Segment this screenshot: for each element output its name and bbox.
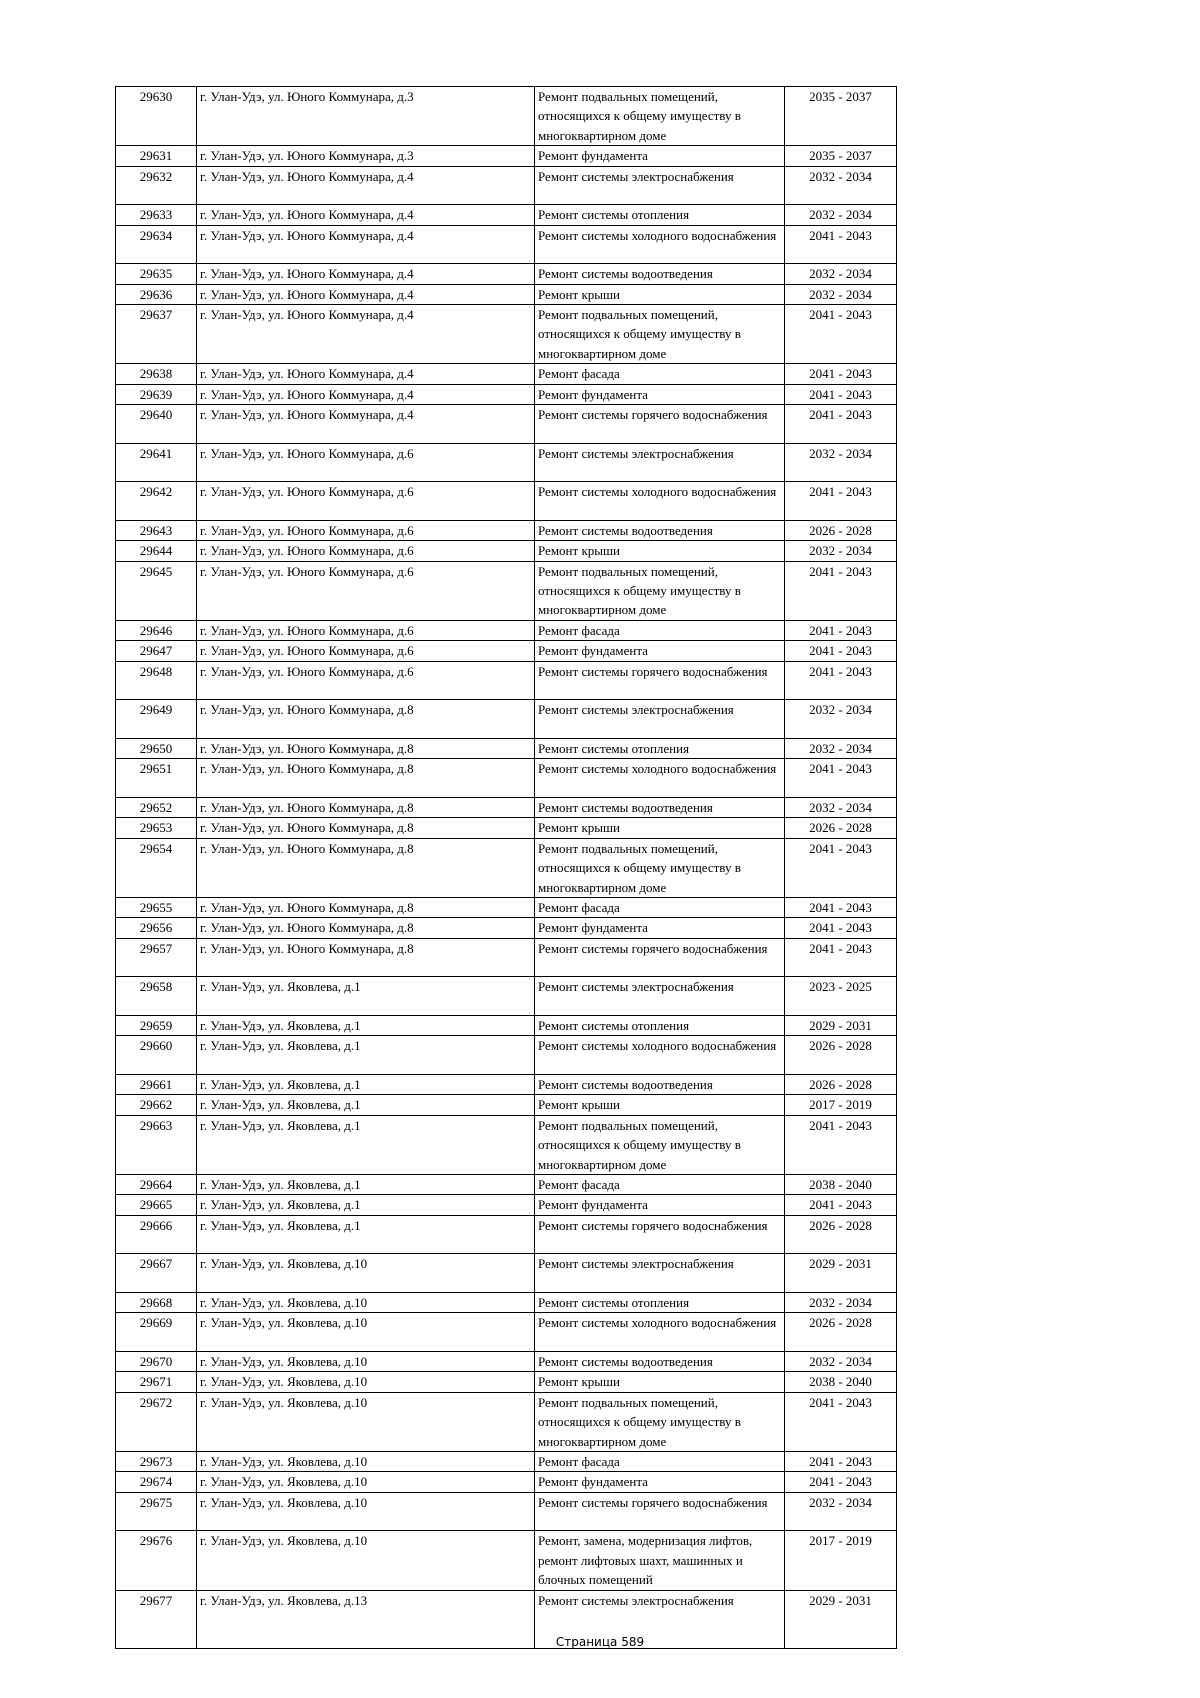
row-number-cell: 29665	[116, 1195, 197, 1215]
period-cell: 2029 - 2031	[785, 1015, 897, 1035]
row-number-cell: 29635	[116, 264, 197, 284]
period-cell: 2026 - 2028	[785, 1074, 897, 1094]
work-type-cell: Ремонт системы электроснабжения	[535, 1590, 785, 1648]
period-cell: 2032 - 2034	[785, 797, 897, 817]
work-type-cell: Ремонт подвальных помещений, относящихся к общему имуществу в многоквартирном доме	[535, 1115, 785, 1174]
period-cell: 2041 - 2043	[785, 661, 897, 700]
address-cell: г. Улан-Удэ, ул. Юного Коммунара, д.4	[197, 405, 535, 444]
row-number-cell: 29641	[116, 443, 197, 482]
row-number-cell: 29671	[116, 1372, 197, 1392]
row-number-cell: 29654	[116, 838, 197, 897]
table-row	[116, 738, 897, 758]
address-cell: г. Улан-Удэ, ул. Юного Коммунара, д.6	[197, 641, 535, 661]
table-row	[116, 1115, 897, 1174]
row-number-cell: 29669	[116, 1313, 197, 1352]
work-type-cell: Ремонт системы холодного водоснабжения	[535, 759, 785, 798]
row-number-cell: 29670	[116, 1351, 197, 1371]
work-type-cell: Ремонт подвальных помещений, относящихся к общему имуществу в многоквартирном доме	[535, 838, 785, 897]
address-cell: г. Улан-Удэ, ул. Юного Коммунара, д.8	[197, 938, 535, 977]
address-cell: г. Улан-Удэ, ул. Юного Коммунара, д.4	[197, 205, 535, 225]
table-row	[116, 641, 897, 661]
address-cell: г. Улан-Удэ, ул. Юного Коммунара, д.8	[197, 738, 535, 758]
period-cell: 2041 - 2043	[785, 838, 897, 897]
address-cell: г. Улан-Удэ, ул. Юного Коммунара, д.6	[197, 620, 535, 640]
row-number-cell: 29630	[116, 87, 197, 146]
table-row	[116, 661, 897, 700]
work-type-cell: Ремонт системы холодного водоснабжения	[535, 1036, 785, 1075]
period-cell: 2032 - 2034	[785, 700, 897, 739]
table-body	[116, 87, 897, 1649]
document-page	[115, 86, 896, 1649]
work-type-cell: Ремонт системы электроснабжения	[535, 1254, 785, 1293]
address-cell: г. Улан-Удэ, ул. Юного Коммунара, д.6	[197, 443, 535, 482]
row-number-cell: 29660	[116, 1036, 197, 1075]
period-cell: 2041 - 2043	[785, 938, 897, 977]
work-type-cell: Ремонт, замена, модернизация лифтов, ремонт лифтовых шахт, машинных и блочных помещений	[535, 1531, 785, 1590]
work-type-cell: Ремонт системы электроснабжения	[535, 977, 785, 1016]
row-number-cell: 29639	[116, 384, 197, 404]
row-number-cell: 29677	[116, 1590, 197, 1648]
work-type-cell: Ремонт крыши	[535, 1372, 785, 1392]
work-type-cell: Ремонт системы водоотведения	[535, 264, 785, 284]
period-cell: 2026 - 2028	[785, 1036, 897, 1075]
address-cell: г. Улан-Удэ, ул. Юного Коммунара, д.4	[197, 305, 535, 364]
table-row	[116, 1095, 897, 1115]
row-number-cell: 29663	[116, 1115, 197, 1174]
address-cell: г. Улан-Удэ, ул. Юного Коммунара, д.4	[197, 364, 535, 384]
address-cell: г. Улан-Удэ, ул. Яковлева, д.1	[197, 1115, 535, 1174]
table-row	[116, 938, 897, 977]
period-cell: 2032 - 2034	[785, 264, 897, 284]
address-cell: г. Улан-Удэ, ул. Яковлева, д.10	[197, 1372, 535, 1392]
address-cell: г. Улан-Удэ, ул. Яковлева, д.10	[197, 1492, 535, 1531]
address-cell: г. Улан-Удэ, ул. Юного Коммунара, д.4	[197, 166, 535, 205]
table-row	[116, 1195, 897, 1215]
address-cell: г. Улан-Удэ, ул. Юного Коммунара, д.8	[197, 759, 535, 798]
table-row	[116, 1074, 897, 1094]
period-cell: 2032 - 2034	[785, 205, 897, 225]
period-cell: 2041 - 2043	[785, 482, 897, 521]
period-cell: 2032 - 2034	[785, 443, 897, 482]
table-row	[116, 1015, 897, 1035]
address-cell: г. Улан-Удэ, ул. Юного Коммунара, д.8	[197, 918, 535, 938]
table-row	[116, 284, 897, 304]
period-cell: 2038 - 2040	[785, 1372, 897, 1392]
address-cell: г. Улан-Удэ, ул. Яковлева, д.1	[197, 1095, 535, 1115]
row-number-cell: 29650	[116, 738, 197, 758]
work-type-cell: Ремонт фасада	[535, 897, 785, 917]
period-cell: 2017 - 2019	[785, 1095, 897, 1115]
work-type-cell: Ремонт фасада	[535, 1174, 785, 1194]
work-type-cell: Ремонт крыши	[535, 284, 785, 304]
work-type-cell: Ремонт фундамента	[535, 641, 785, 661]
work-type-cell: Ремонт фундамента	[535, 146, 785, 166]
address-cell: г. Улан-Удэ, ул. Юного Коммунара, д.6	[197, 561, 535, 620]
work-type-cell: Ремонт системы электроснабжения	[535, 700, 785, 739]
table-row	[116, 1174, 897, 1194]
period-cell: 2032 - 2034	[785, 1351, 897, 1371]
table-row	[116, 1351, 897, 1371]
address-cell: г. Улан-Удэ, ул. Юного Коммунара, д.8	[197, 897, 535, 917]
row-number-cell: 29643	[116, 520, 197, 540]
table-row	[116, 1531, 897, 1590]
row-number-cell: 29675	[116, 1492, 197, 1531]
row-number-cell: 29673	[116, 1451, 197, 1471]
period-cell: 2041 - 2043	[785, 225, 897, 264]
address-cell: г. Улан-Удэ, ул. Юного Коммунара, д.6	[197, 661, 535, 700]
work-type-cell: Ремонт фундамента	[535, 918, 785, 938]
period-cell: 2026 - 2028	[785, 1313, 897, 1352]
table-row	[116, 264, 897, 284]
work-type-cell: Ремонт крыши	[535, 818, 785, 838]
period-cell: 2035 - 2037	[785, 146, 897, 166]
period-cell: 2041 - 2043	[785, 384, 897, 404]
row-number-cell: 29631	[116, 146, 197, 166]
table-row	[116, 541, 897, 561]
address-cell: г. Улан-Удэ, ул. Яковлева, д.1	[197, 1195, 535, 1215]
table-row	[116, 1036, 897, 1075]
table-row	[116, 897, 897, 917]
address-cell: г. Улан-Удэ, ул. Юного Коммунара, д.8	[197, 797, 535, 817]
table-row	[116, 384, 897, 404]
row-number-cell: 29646	[116, 620, 197, 640]
row-number-cell: 29632	[116, 166, 197, 205]
address-cell: г. Улан-Удэ, ул. Яковлева, д.1	[197, 977, 535, 1016]
row-number-cell: 29661	[116, 1074, 197, 1094]
period-cell: 2041 - 2043	[785, 1451, 897, 1471]
period-cell: 2041 - 2043	[785, 364, 897, 384]
address-cell: г. Улан-Удэ, ул. Яковлева, д.1	[197, 1215, 535, 1254]
repair-schedule-table	[115, 86, 897, 1649]
period-cell: 2032 - 2034	[785, 166, 897, 205]
row-number-cell: 29642	[116, 482, 197, 521]
period-cell: 2041 - 2043	[785, 759, 897, 798]
work-type-cell: Ремонт системы горячего водоснабжения	[535, 661, 785, 700]
table-row	[116, 1313, 897, 1352]
table-row	[116, 759, 897, 798]
work-type-cell: Ремонт системы холодного водоснабжения	[535, 1313, 785, 1352]
address-cell: г. Улан-Удэ, ул. Яковлева, д.10	[197, 1254, 535, 1293]
work-type-cell: Ремонт подвальных помещений, относящихся к общему имуществу в многоквартирном доме	[535, 1392, 785, 1451]
work-type-cell: Ремонт системы отопления	[535, 738, 785, 758]
row-number-cell: 29672	[116, 1392, 197, 1451]
address-cell: г. Улан-Удэ, ул. Юного Коммунара, д.6	[197, 541, 535, 561]
row-number-cell: 29637	[116, 305, 197, 364]
address-cell: г. Улан-Удэ, ул. Юного Коммунара, д.8	[197, 818, 535, 838]
row-number-cell: 29658	[116, 977, 197, 1016]
period-cell: 2041 - 2043	[785, 1472, 897, 1492]
work-type-cell: Ремонт системы электроснабжения	[535, 443, 785, 482]
table-row	[116, 1392, 897, 1451]
period-cell: 2041 - 2043	[785, 305, 897, 364]
table-row	[116, 443, 897, 482]
work-type-cell: Ремонт системы водоотведения	[535, 1074, 785, 1094]
row-number-cell: 29652	[116, 797, 197, 817]
table-row	[116, 482, 897, 521]
work-type-cell: Ремонт фасада	[535, 620, 785, 640]
period-cell: 2041 - 2043	[785, 405, 897, 444]
work-type-cell: Ремонт крыши	[535, 1095, 785, 1115]
row-number-cell: 29666	[116, 1215, 197, 1254]
address-cell: г. Улан-Удэ, ул. Яковлева, д.1	[197, 1036, 535, 1075]
address-cell: г. Улан-Удэ, ул. Яковлева, д.13	[197, 1590, 535, 1648]
row-number-cell: 29676	[116, 1531, 197, 1590]
table-row	[116, 1472, 897, 1492]
address-cell: г. Улан-Удэ, ул. Юного Коммунара, д.4	[197, 384, 535, 404]
row-number-cell: 29648	[116, 661, 197, 700]
address-cell: г. Улан-Удэ, ул. Юного Коммунара, д.4	[197, 264, 535, 284]
row-number-cell: 29655	[116, 897, 197, 917]
period-cell: 2041 - 2043	[785, 620, 897, 640]
row-number-cell: 29662	[116, 1095, 197, 1115]
work-type-cell: Ремонт подвальных помещений, относящихся к общему имуществу в многоквартирном доме	[535, 87, 785, 146]
table-row	[116, 1492, 897, 1531]
row-number-cell: 29667	[116, 1254, 197, 1293]
period-cell: 2026 - 2028	[785, 818, 897, 838]
table-row	[116, 1372, 897, 1392]
work-type-cell: Ремонт фасада	[535, 364, 785, 384]
table-row	[116, 364, 897, 384]
work-type-cell: Ремонт системы горячего водоснабжения	[535, 1492, 785, 1531]
period-cell: 2041 - 2043	[785, 561, 897, 620]
period-cell: 2029 - 2031	[785, 1254, 897, 1293]
period-cell: 2032 - 2034	[785, 541, 897, 561]
period-cell: 2032 - 2034	[785, 1492, 897, 1531]
address-cell: г. Улан-Удэ, ул. Юного Коммунара, д.3	[197, 87, 535, 146]
address-cell: г. Улан-Удэ, ул. Яковлева, д.10	[197, 1531, 535, 1590]
address-cell: г. Улан-Удэ, ул. Яковлева, д.1	[197, 1015, 535, 1035]
table-row	[116, 87, 897, 146]
period-cell: 2041 - 2043	[785, 1115, 897, 1174]
row-number-cell: 29644	[116, 541, 197, 561]
work-type-cell: Ремонт системы горячего водоснабжения	[535, 938, 785, 977]
table-row	[116, 225, 897, 264]
table-row	[116, 166, 897, 205]
address-cell: г. Улан-Удэ, ул. Юного Коммунара, д.6	[197, 520, 535, 540]
period-cell: 2017 - 2019	[785, 1531, 897, 1590]
table-row	[116, 1215, 897, 1254]
period-cell: 2041 - 2043	[785, 1392, 897, 1451]
table-row	[116, 838, 897, 897]
row-number-cell: 29634	[116, 225, 197, 264]
address-cell: г. Улан-Удэ, ул. Яковлева, д.10	[197, 1451, 535, 1471]
address-cell: г. Улан-Удэ, ул. Яковлева, д.10	[197, 1313, 535, 1352]
period-cell: 2038 - 2040	[785, 1174, 897, 1194]
work-type-cell: Ремонт системы отопления	[535, 1292, 785, 1312]
page-number: Страница 589	[555, 1635, 645, 1649]
table-row	[116, 146, 897, 166]
work-type-cell: Ремонт системы водоотведения	[535, 797, 785, 817]
row-number-cell: 29640	[116, 405, 197, 444]
work-type-cell: Ремонт подвальных помещений, относящихся к общему имуществу в многоквартирном доме	[535, 305, 785, 364]
work-type-cell: Ремонт системы горячего водоснабжения	[535, 405, 785, 444]
table-row	[116, 1254, 897, 1293]
row-number-cell: 29638	[116, 364, 197, 384]
address-cell: г. Улан-Удэ, ул. Юного Коммунара, д.6	[197, 482, 535, 521]
table-row	[116, 700, 897, 739]
work-type-cell: Ремонт фундамента	[535, 1472, 785, 1492]
address-cell: г. Улан-Удэ, ул. Яковлева, д.1	[197, 1174, 535, 1194]
row-number-cell: 29647	[116, 641, 197, 661]
work-type-cell: Ремонт фундамента	[535, 384, 785, 404]
period-cell: 2041 - 2043	[785, 897, 897, 917]
period-cell: 2041 - 2043	[785, 1195, 897, 1215]
table-row	[116, 620, 897, 640]
work-type-cell: Ремонт фасада	[535, 1451, 785, 1471]
address-cell: г. Улан-Удэ, ул. Яковлева, д.10	[197, 1292, 535, 1312]
period-cell: 2029 - 2031	[785, 1590, 897, 1648]
work-type-cell: Ремонт системы холодного водоснабжения	[535, 482, 785, 521]
row-number-cell: 29649	[116, 700, 197, 739]
table-row	[116, 1451, 897, 1471]
table-row	[116, 918, 897, 938]
address-cell: г. Улан-Удэ, ул. Юного Коммунара, д.3	[197, 146, 535, 166]
work-type-cell: Ремонт системы водоотведения	[535, 520, 785, 540]
work-type-cell: Ремонт системы водоотведения	[535, 1351, 785, 1371]
row-number-cell: 29674	[116, 1472, 197, 1492]
work-type-cell: Ремонт системы отопления	[535, 1015, 785, 1035]
period-cell: 2023 - 2025	[785, 977, 897, 1016]
table-row	[116, 977, 897, 1016]
table-row	[116, 405, 897, 444]
period-cell: 2026 - 2028	[785, 520, 897, 540]
address-cell: г. Улан-Удэ, ул. Юного Коммунара, д.4	[197, 225, 535, 264]
work-type-cell: Ремонт системы электроснабжения	[535, 166, 785, 205]
work-type-cell: Ремонт фундамента	[535, 1195, 785, 1215]
table-row	[116, 205, 897, 225]
row-number-cell: 29651	[116, 759, 197, 798]
period-cell: 2026 - 2028	[785, 1215, 897, 1254]
row-number-cell: 29664	[116, 1174, 197, 1194]
row-number-cell: 29659	[116, 1015, 197, 1035]
table-row	[116, 520, 897, 540]
period-cell: 2032 - 2034	[785, 738, 897, 758]
work-type-cell: Ремонт системы отопления	[535, 205, 785, 225]
row-number-cell: 29656	[116, 918, 197, 938]
period-cell: 2035 - 2037	[785, 87, 897, 146]
row-number-cell: 29636	[116, 284, 197, 304]
work-type-cell: Ремонт системы холодного водоснабжения	[535, 225, 785, 264]
table-row	[116, 305, 897, 364]
table-row	[116, 797, 897, 817]
address-cell: г. Улан-Удэ, ул. Юного Коммунара, д.8	[197, 700, 535, 739]
work-type-cell: Ремонт подвальных помещений, относящихся к общему имуществу в многоквартирном доме	[535, 561, 785, 620]
row-number-cell: 29657	[116, 938, 197, 977]
row-number-cell: 29633	[116, 205, 197, 225]
table-row	[116, 818, 897, 838]
address-cell: г. Улан-Удэ, ул. Юного Коммунара, д.8	[197, 838, 535, 897]
address-cell: г. Улан-Удэ, ул. Юного Коммунара, д.4	[197, 284, 535, 304]
table-row	[116, 561, 897, 620]
period-cell: 2032 - 2034	[785, 1292, 897, 1312]
period-cell: 2041 - 2043	[785, 918, 897, 938]
address-cell: г. Улан-Удэ, ул. Яковлева, д.10	[197, 1472, 535, 1492]
period-cell: 2041 - 2043	[785, 641, 897, 661]
work-type-cell: Ремонт системы горячего водоснабжения	[535, 1215, 785, 1254]
address-cell: г. Улан-Удэ, ул. Яковлева, д.1	[197, 1074, 535, 1094]
address-cell: г. Улан-Удэ, ул. Яковлева, д.10	[197, 1351, 535, 1371]
table-row	[116, 1292, 897, 1312]
row-number-cell: 29645	[116, 561, 197, 620]
address-cell: г. Улан-Удэ, ул. Яковлева, д.10	[197, 1392, 535, 1451]
row-number-cell: 29668	[116, 1292, 197, 1312]
period-cell: 2032 - 2034	[785, 284, 897, 304]
row-number-cell: 29653	[116, 818, 197, 838]
work-type-cell: Ремонт крыши	[535, 541, 785, 561]
